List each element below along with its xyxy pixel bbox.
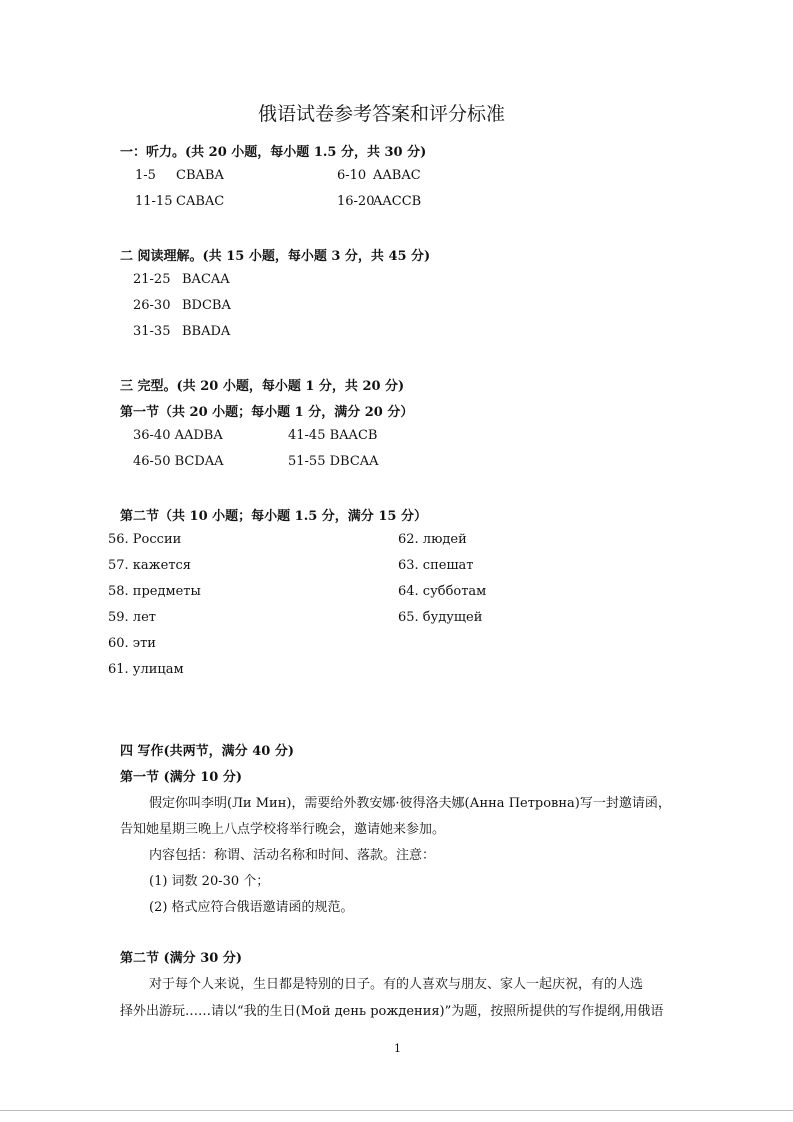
answer-item: 58. предметы bbox=[108, 584, 201, 599]
part3-section2-heading: 第二节（共 10 小题；每小题 1.5 分，满分 15 分） bbox=[120, 509, 427, 524]
answer-item: 41-45 BAACB bbox=[288, 428, 378, 443]
answer-key: BDCBA bbox=[182, 298, 231, 313]
answer-range: 11-15 bbox=[135, 194, 173, 209]
paragraph-line: 对于每个人来说，生日都是特别的日子。有的人喜欢与朋友、家人一起庆祝，有的人选 bbox=[149, 977, 644, 992]
answer-item: 63. спешат bbox=[398, 558, 474, 573]
answer-item: 62. людей bbox=[398, 532, 467, 547]
answer-item: 36-40 AADBA bbox=[133, 428, 223, 443]
paragraph-line: 内容包括：称谓、活动名称和时间、落款。注意： bbox=[149, 848, 436, 863]
answer-item: 64. субботам bbox=[398, 584, 487, 599]
answer-item: 60. эти bbox=[108, 636, 156, 651]
page-title: 俄语试卷参考答案和评分标准 bbox=[258, 103, 506, 125]
part4-section1-heading: 第一节 (满分 10 分) bbox=[120, 770, 242, 785]
note-item: (1) 词数 20-30 个； bbox=[149, 874, 270, 889]
answer-range: 1-5 bbox=[135, 168, 156, 183]
answer-range: 31-35 bbox=[133, 324, 171, 339]
answer-range: 26-30 bbox=[133, 298, 171, 313]
answer-item: 61. улицам bbox=[108, 662, 184, 677]
part1-heading: 一：听力。(共 20 小题，每小题 1.5 分，共 30 分) bbox=[120, 145, 427, 160]
note-item: (2) 格式应符合俄语邀请函的规范。 bbox=[149, 900, 354, 915]
paragraph-line: 假定你叫李明(Ли Мин)，需要给外教安娜·彼得洛夫娜(Анна Петровна)写一封邀请函， bbox=[149, 796, 671, 811]
page-number: 1 bbox=[394, 1042, 401, 1055]
answer-range: 21-25 bbox=[133, 272, 171, 287]
part3-heading: 三 完型。(共 20 小题，每小题 1 分，共 20 分) bbox=[120, 379, 405, 394]
part3-section1-heading: 第一节（共 20 小题；每小题 1 分，满分 20 分） bbox=[120, 405, 414, 420]
answer-item: 56. России bbox=[108, 532, 182, 547]
answer-item: 57. кажется bbox=[108, 558, 192, 573]
paragraph-line: 告知她星期三晚上八点学校将举行晚会，邀请她来参加。 bbox=[120, 822, 446, 837]
answer-range: 16-20 bbox=[337, 194, 375, 209]
part2-heading: 二 阅读理解。(共 15 小题，每小题 3 分，共 45 分) bbox=[120, 249, 431, 264]
answer-range: 6-10 bbox=[337, 168, 367, 183]
answer-item: 59. лет bbox=[108, 610, 156, 625]
answer-key: CABAC bbox=[176, 194, 225, 209]
answer-key: BACAA bbox=[182, 272, 230, 287]
answer-key: AACCB bbox=[373, 194, 422, 209]
paragraph-line: 择外出游玩……请以“我的生日(Мой день рождения)”为题，按照所提供的写作提纲,用俄语 bbox=[120, 1004, 664, 1019]
answer-item: 46-50 BCDAA bbox=[133, 454, 224, 469]
answer-key: AABAC bbox=[373, 168, 421, 183]
answer-item: 65. будущей bbox=[398, 610, 483, 625]
answer-key: BBADA bbox=[182, 324, 231, 339]
answer-key: CBABA bbox=[176, 168, 224, 183]
page-bottom-divider bbox=[0, 1110, 793, 1111]
part4-heading: 四 写作(共两节，满分 40 分) bbox=[120, 744, 294, 759]
part4-section2-heading: 第二节 (满分 30 分) bbox=[120, 951, 242, 966]
answer-item: 51-55 DBCAA bbox=[288, 454, 379, 469]
